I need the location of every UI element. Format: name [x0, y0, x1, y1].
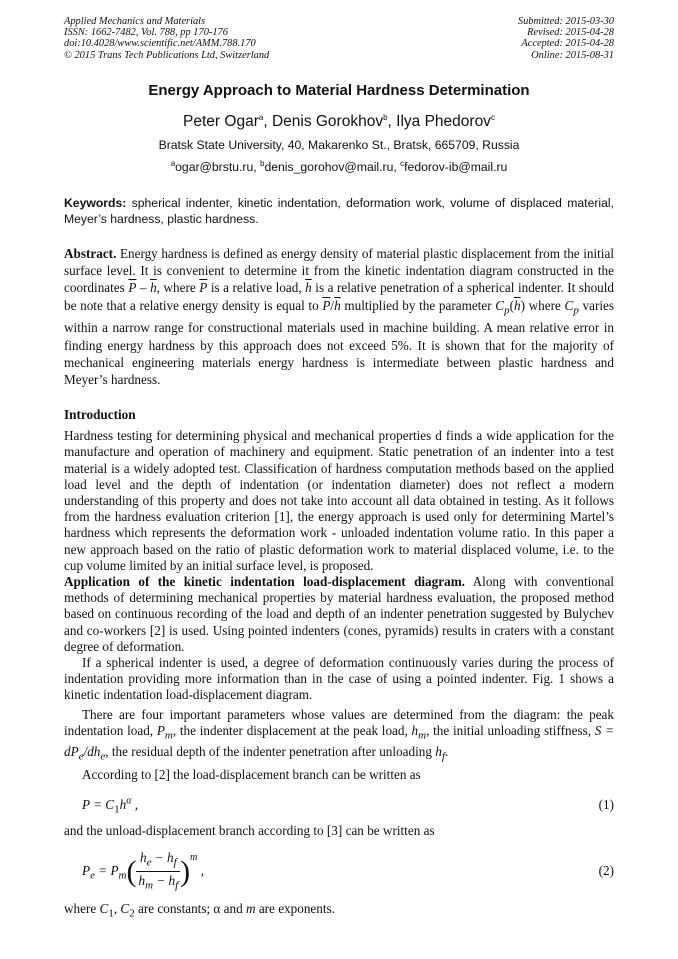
math: h: [140, 849, 147, 865]
text: multiplied by the parameter: [340, 297, 496, 313]
math: 1: [114, 803, 120, 816]
text: There are four important parameters whose values are determined from the diagram: the peak indentation load,: [64, 706, 614, 738]
math: C: [564, 297, 574, 313]
email[interactable]: denis_gorohov@mail.ru: [264, 160, 394, 174]
fraction: [136, 849, 180, 895]
math: m: [164, 729, 173, 742]
paragraph: Hardness testing for determining physical and mechanical properties d finds a wide application for the manufacture and operation of machinery and equipment. Static penetration of an indenter into a test material is a widely adopted test. Classification of hardness computation methods based on the applied load level and the depth of indentation (or indentation diameter) does not reflect a modern understanding of this property and does not take into account all data obtained in testing. As it follows from the hardness evaluation criterion [1], the energy approach is used only for determining Martel’s hardness which represents the deformation work - unloaded indentation volume ratio. In this paper a new approach based on the ratio of plastic deformation work to material displaced volume, i.e. to the cup volume limited by an initial surface level, is proposed.: [64, 428, 614, 573]
math: C: [120, 900, 130, 916]
author: Denis Gorokhov: [271, 113, 384, 130]
text: where: [524, 297, 565, 313]
equation-2: [82, 847, 614, 895]
math: /dh: [83, 743, 101, 759]
math: h: [138, 873, 146, 889]
issn: ISSN: 1662-7482, Vol. 788, pp 170-176: [64, 27, 228, 39]
math: e: [90, 869, 95, 882]
math: − h: [153, 873, 176, 889]
keywords-text: spherical indenter, kinetic indentation, deformation work, volume of displaced material, Meyer’s hardness, plastic hardness.: [64, 196, 614, 226]
text: is a relative penetration of a spherical indenter. It should be note that a relative energy density is equal to: [64, 280, 615, 313]
email[interactable]: fedorov-ib@mail.ru: [404, 160, 508, 174]
submitted-date: Submitted: 2015-03-30: [517, 16, 614, 27]
paragraph: According to [2] the load-displacement branch can be written as: [82, 766, 421, 782]
paragraph: and the unload-displacement branch according to [3] can be written as: [64, 822, 435, 838]
math: 2: [129, 907, 135, 920]
math: P: [156, 722, 165, 738]
math: f: [173, 856, 177, 869]
math: C: [495, 297, 505, 313]
math: m: [245, 900, 256, 916]
text: .: [444, 743, 449, 759]
math: m: [418, 729, 427, 742]
equation-1: [82, 797, 614, 815]
text: , the indenter displacement at the peak load,: [172, 722, 412, 738]
journal-name: Applied Mechanics and Materials: [64, 16, 206, 27]
paper-title: Energy Approach to Material Hardness Determination: [148, 82, 530, 99]
text: is a relative load,: [207, 280, 306, 296]
math: C: [99, 900, 109, 916]
author: Peter Ogar: [183, 113, 259, 130]
accepted-date: Accepted: 2015-04-28: [521, 38, 614, 50]
math: $\overline{h}$: [305, 280, 312, 296]
text: ,: [113, 900, 121, 916]
author: Ilya Phedorov: [396, 113, 491, 130]
paragraph: If a spherical indenter is used, a degree of deformation continuously varies during the process of indentation providing more information than in the case of using a pointed indenter. Fig. 1 shows a kinetic indentation load-displacement diagram.: [64, 655, 614, 703]
math: e: [78, 750, 84, 763]
email-sup: c: [400, 158, 405, 168]
math: p: [504, 304, 510, 317]
paragraph: [64, 901, 614, 922]
math: ,: [197, 862, 204, 878]
equation-number: (2): [598, 862, 614, 878]
authors: Peter Ogar$^a$, Denis Gorokhov$^b$, Ilya Phedorov$^c$: [183, 112, 495, 130]
math: ): [180, 854, 191, 888]
text: are exponents.: [255, 900, 335, 916]
math: (: [126, 854, 137, 888]
dates: [518, 16, 614, 61]
math: f: [175, 880, 179, 893]
math: /: [330, 297, 335, 313]
text: varies within a narrow range for constructional materials used in machine building. A mean relative error in finding energy hardness by this approach does not exceed 5%. It is shown that for the majority of mechanical engineering materials energy hardness is intermediate between plastic hardness and Meyer’s hardness.: [64, 297, 614, 388]
math: 1: [108, 907, 114, 920]
online-date: Online: 2015-08-31: [531, 49, 614, 61]
math: $\overline{P}$: [128, 280, 137, 296]
math: e: [146, 856, 152, 869]
section-heading: Introduction: [64, 407, 136, 422]
text: Along with conventional methods of determining mechanical properties by material hardness evaluation, the proposed method based on continuous recording of the load and depth of an indenter penetration suggested by Bulychev and co-workers [2] is used. Using pointed indenters (cones, pyramids) results in craters with a constant degree of deformation.: [64, 574, 614, 654]
math: $\overline{P}$: [199, 280, 208, 296]
math: h: [435, 743, 442, 759]
math: m: [118, 869, 127, 882]
text: Energy hardness is defined as energy density of material plastic displacement from the initial surface level. It is convenient to determine it from the kinetic indentation diagram constructed in the coordinates: [64, 246, 614, 296]
math: $\overline{P}$: [322, 297, 331, 313]
text: , where: [156, 280, 200, 296]
math: − h: [151, 849, 174, 865]
author-sup: c: [490, 112, 495, 122]
math: P = C: [82, 796, 115, 812]
email-sup: b: [260, 158, 265, 168]
paragraph-lead: Application of the kinetic indentation load-displacement diagram.: [64, 574, 465, 590]
text: , the initial unloading stiffness,: [426, 722, 595, 738]
math: α: [126, 795, 132, 807]
denominator: [136, 872, 180, 895]
email[interactable]: ogar@brstu.ru: [175, 160, 254, 174]
equation-number: (1): [598, 796, 614, 812]
revised-date: Revised: 2015-04-28: [527, 27, 614, 39]
math: h: [411, 722, 419, 738]
math: f: [441, 750, 445, 763]
math: P: [82, 862, 91, 878]
email-sup: a: [170, 158, 176, 168]
author-sup: b: [383, 112, 388, 122]
paragraph: [64, 707, 614, 765]
math: m: [145, 880, 154, 893]
math: $\overline{h}$: [150, 280, 157, 296]
doi: doi:10.4028/www.scientific.net/AMM.788.170: [64, 38, 256, 50]
emails: $^a$ogar@brstu.ru, $^b$denis_gorohov@mail.ru, $^c$fedorov-ib@mail.ru: [170, 158, 508, 174]
math: e: [100, 750, 106, 763]
copyright: © 2015 Trans Tech Publications Ltd, Switzerland: [64, 49, 270, 61]
math: m: [190, 851, 198, 863]
math: ,: [131, 796, 139, 812]
introduction-section: [64, 407, 614, 922]
journal-header: [64, 16, 614, 61]
math: S = dP: [64, 722, 614, 759]
math: $\overline{h}$: [513, 297, 521, 313]
abstract-label: Abstract.: [64, 246, 117, 261]
affiliation: Bratsk State University, 40, Makarenko St., Bratsk, 665709, Russia: [158, 138, 520, 152]
author-sup: a: [258, 112, 264, 122]
math: = P: [94, 862, 119, 878]
numerator: [136, 849, 180, 873]
math: p: [573, 304, 579, 317]
keywords: [64, 195, 614, 227]
math: h: [119, 796, 127, 812]
paragraph: [64, 574, 614, 655]
abstract: Abstract. Energy hardness is defined as energy density of material plastic displacement from the initial surface level. It is convenient to determine it from the kinetic indentation diagram constructed in the coordinates $\overline{P} - \overline{h}$, where $\overline{P}$ is a relative load, $\overline{h}$ is a relative penetration of a spherical indenter. It should be note that a relative energy density is equal to $\overline{P}/\overline{h}$ multiplied by the parameter $C_p(\overline{h})$ where $C_p$ varies within a narrow range for constructional materials used in machine building. A mean relative error in finding energy hardness by this approach does not exceed 5%. It is shown that for the majority of mechanical engineering materials energy hardness is intermediate between plastic hardness and Meyer’s hardness.: [64, 246, 615, 388]
keywords-label: Keywords:: [64, 196, 127, 210]
math: –: [136, 280, 151, 296]
text: are constants; α and: [134, 900, 246, 916]
math: $\overline{h}$: [334, 297, 341, 313]
text: , the residual depth of the indenter penetration after unloading: [105, 743, 436, 759]
text: where: [64, 900, 100, 916]
